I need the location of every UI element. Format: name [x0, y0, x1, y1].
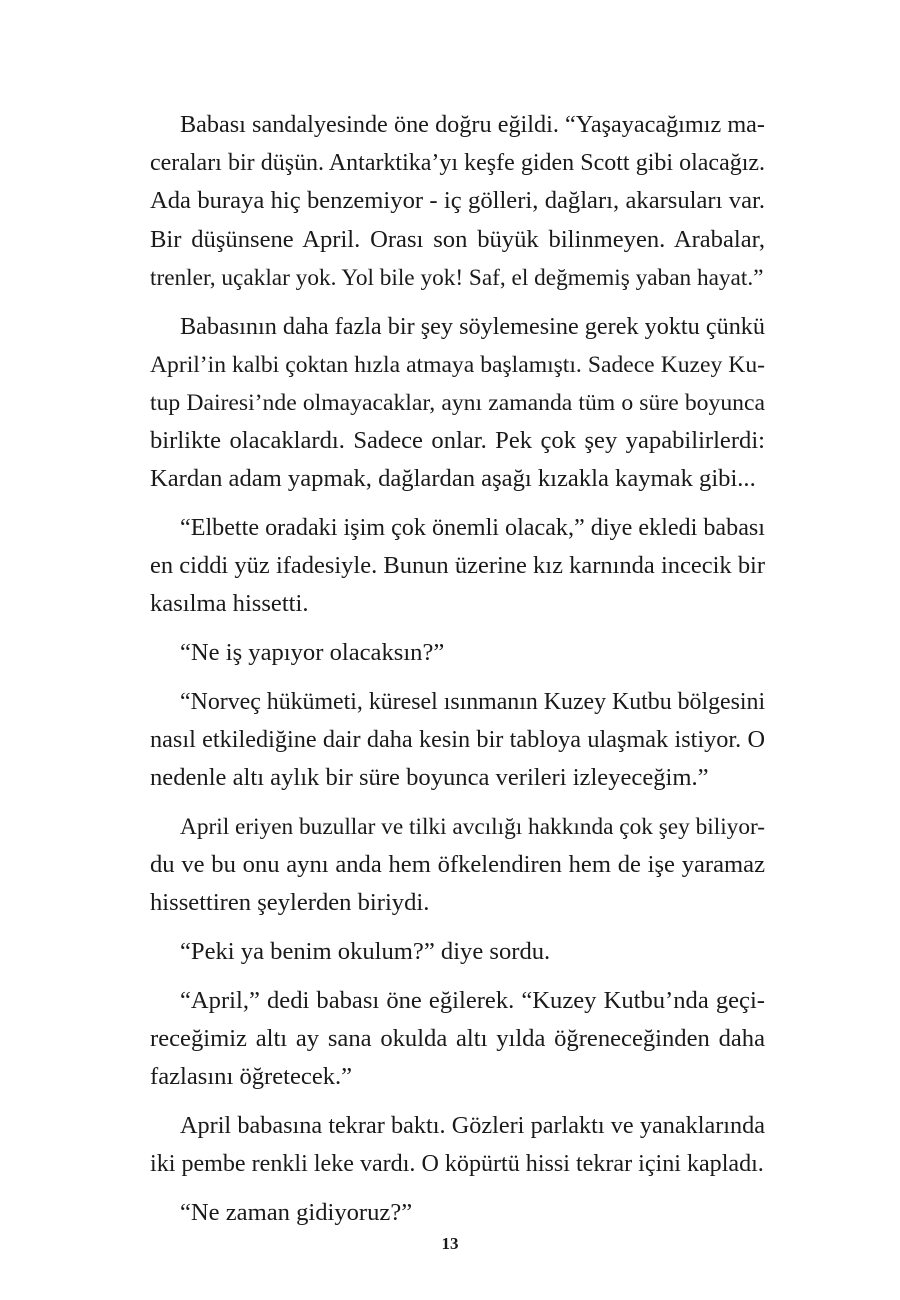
paragraph: [150, 634, 765, 672]
text-line: “Ne zaman gidiyoruz?”: [180, 1198, 413, 1226]
text-line: receğimiz altı ay sana okulda altı yılda öğreneceğinden daha: [150, 1024, 765, 1052]
text-line: Ada buraya hiç benzemiyor - iç gölleri, dağları, akarsuları var.: [150, 187, 765, 215]
text-line: iki pembe renkli leke vardı. O köpürtü hissi tekrar içini kapladı.: [150, 1151, 764, 1178]
paragraph: [150, 683, 765, 798]
text-line: “Ne iş yapıyor olacaksın?”: [180, 639, 445, 667]
text-line: fazlasını öğretecek.”: [150, 1063, 353, 1091]
text-line: Bir düşünsene April. Orası son büyük bilinmeyen. Arabalar,: [150, 225, 765, 253]
paragraph: [150, 808, 765, 923]
text-line: Kardan adam yapmak, dağlardan aşağı kızakla kaymak gibi...: [150, 465, 756, 493]
paragraph: [150, 933, 765, 971]
text-line: “April,” dedi babası öne eğilerek. “Kuzey Kutbu’nda geçi-: [180, 986, 765, 1014]
text-line: “Norveç hükümeti, küresel ısınmanın Kuzey Kutbu bölgesini: [180, 688, 766, 715]
paragraph: [150, 1107, 765, 1183]
text-line: “Peki ya benim okulum?” diye sordu.: [180, 938, 551, 966]
page-number: 13: [441, 1234, 459, 1253]
text-line: kasılma hissetti.: [150, 590, 309, 618]
paragraph: [150, 106, 765, 297]
text-line: Babası sandalyesinde öne doğru eğildi. “Yaşayacağımız ma-: [180, 111, 765, 138]
text-line: “Elbette oradaki işim çok önemli olacak,” diye ekledi babası: [180, 514, 765, 542]
text-line: hissettiren şeylerden biriydi.: [150, 889, 430, 917]
text-line: du ve bu onu aynı anda hem öfkelendiren hem de işe yaramaz: [150, 851, 765, 879]
text-line: nedenle altı aylık bir süre boyunca verileri izleyeceğim.”: [150, 764, 709, 792]
text-line: Babasının daha fazla bir şey söylemesine gerek yoktu çünkü: [180, 312, 765, 340]
body-text: [150, 106, 765, 1242]
text-line: tup Dairesi’nde olmayacaklar, aynı zamanda tüm o süre boyunca: [150, 389, 765, 416]
paragraph: [150, 1194, 765, 1232]
paragraph: [150, 308, 765, 499]
paragraph: [150, 982, 765, 1097]
text-line: April eriyen buzullar ve tilki avcılığı hakkında çok şey biliyor-: [180, 813, 766, 840]
text-line: April’in kalbi çoktan hızla atmaya başlamıştı. Sadece Kuzey Ku-: [150, 351, 765, 378]
text-line: ceraları bir düşün. Antarktika’yı keşfe giden Scott gibi olacağız.: [150, 150, 765, 177]
text-line: birlikte olacaklardı. Sadece onlar. Pek çok şey yapabilirlerdi:: [150, 427, 765, 455]
text-line: April babasına tekrar baktı. Gözleri parlaktı ve yanaklarında: [180, 1111, 765, 1139]
text-line: en ciddi yüz ifadesiyle. Bunun üzerine kız karnında incecik bir: [150, 552, 765, 580]
paragraph: [150, 509, 765, 624]
text-line: nasıl etkilediğine dair daha kesin bir tabloya ulaşmak istiyor. O: [150, 726, 765, 754]
text-line: trenler, uçaklar yok. Yol bile yok! Saf, el değmemiş yaban hayat.”: [150, 264, 764, 291]
